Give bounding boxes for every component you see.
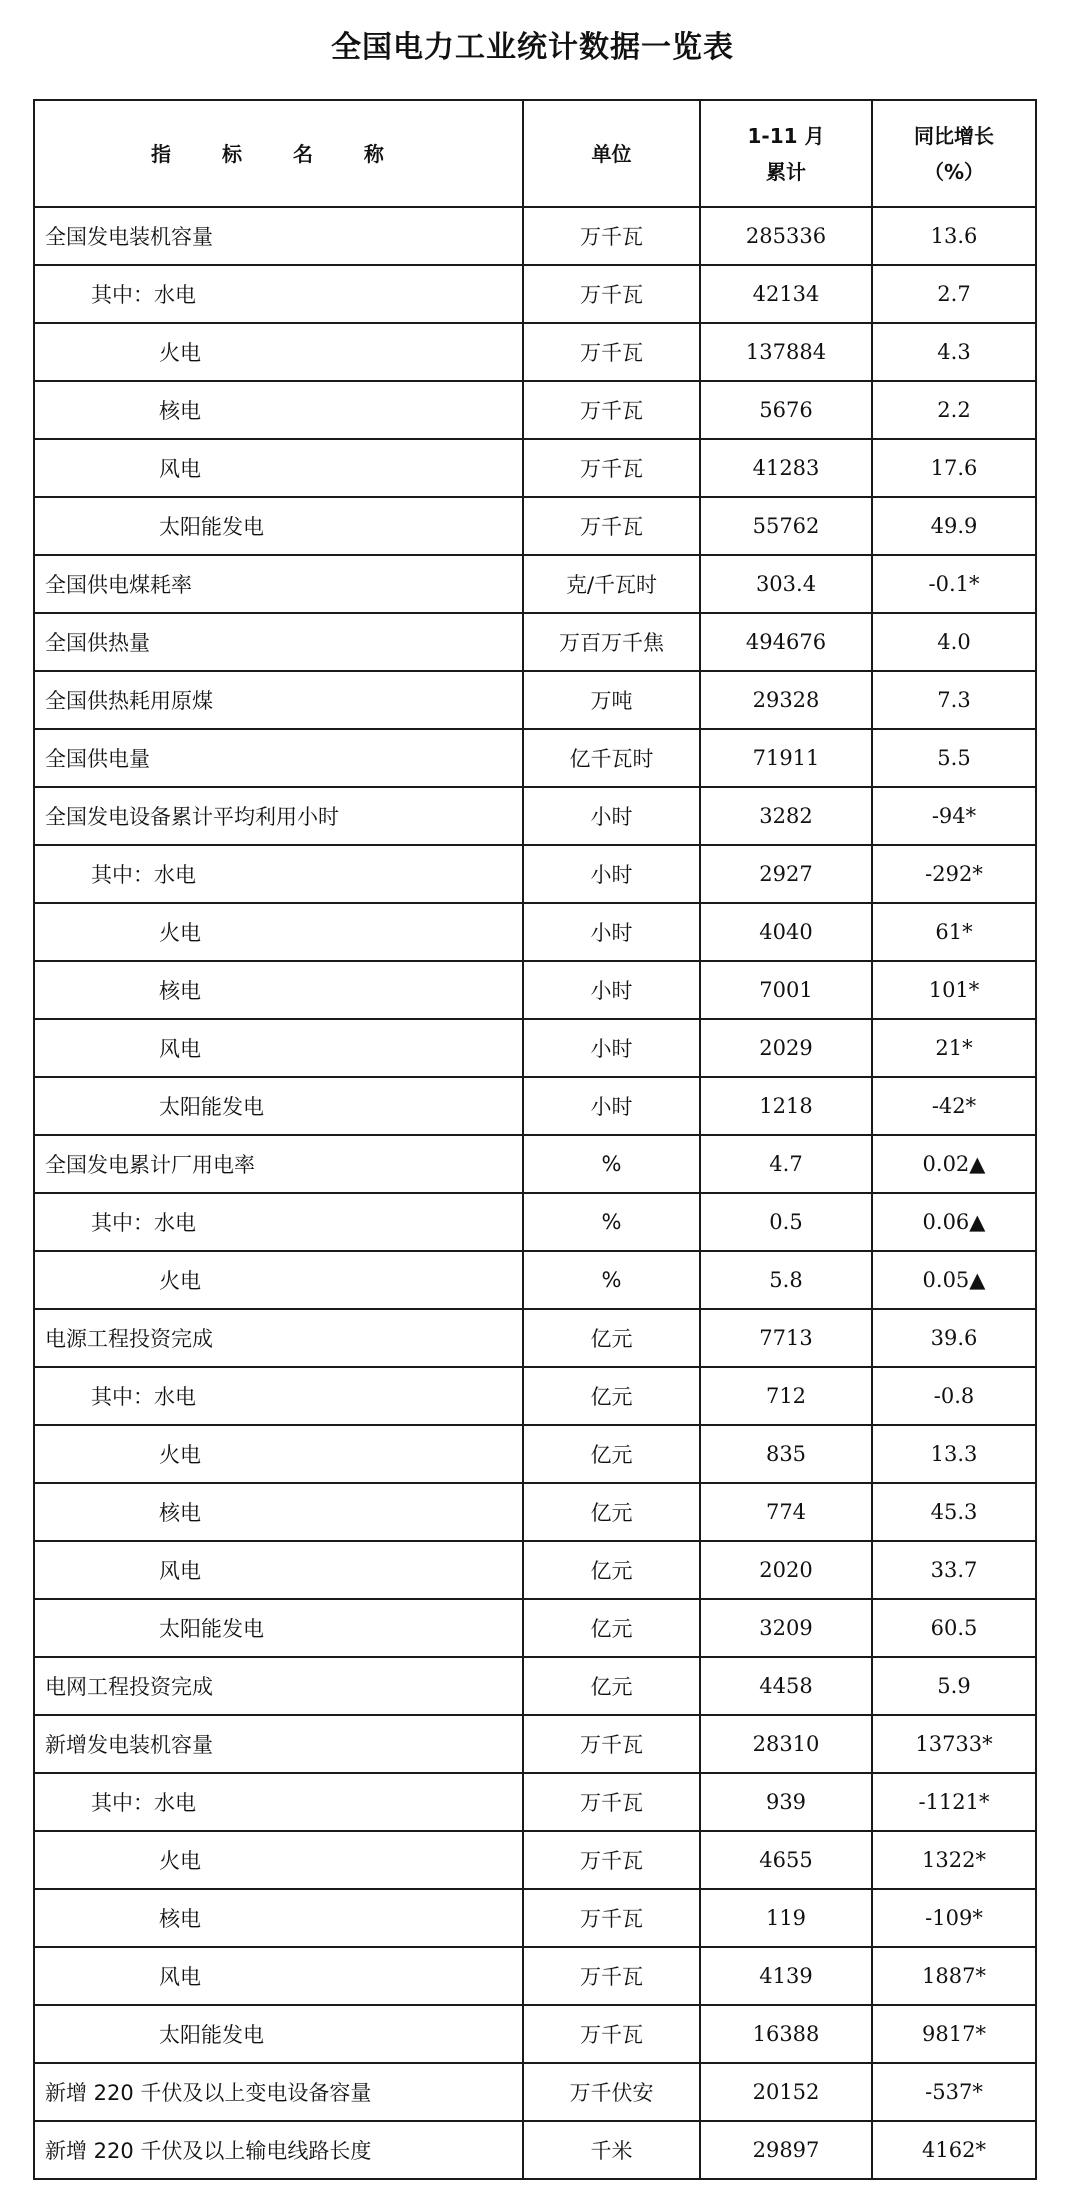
unit-cell: 小时 (523, 903, 700, 961)
indicator-name-cell: 太阳能发电 (34, 2005, 523, 2063)
yoy-growth-cell: 17.6 (872, 439, 1036, 497)
yoy-growth-cell: 45.3 (872, 1483, 1036, 1541)
table-row (34, 903, 1036, 961)
cumulative-value-cell: 71911 (700, 729, 872, 787)
table-row (34, 1599, 1036, 1657)
cumulative-value-cell: 41283 (700, 439, 872, 497)
yoy-growth-cell: 2.2 (872, 381, 1036, 439)
indicator-name-cell: 新增发电装机容量 (34, 1715, 523, 1773)
table-row (34, 729, 1036, 787)
unit-cell: 万吨 (523, 671, 700, 729)
table-row (34, 1251, 1036, 1309)
cumulative-value-cell: 4458 (700, 1657, 872, 1715)
yoy-growth-cell: -0.8 (872, 1367, 1036, 1425)
header-indicator-name-text: 指 标 名 称 (151, 141, 406, 166)
statistics-table (33, 99, 1037, 2180)
table-row (34, 2121, 1036, 2179)
yoy-growth-cell: -42* (872, 1077, 1036, 1135)
unit-cell: 万千瓦 (523, 1715, 700, 1773)
cumulative-value-cell: 5.8 (700, 1251, 872, 1309)
indicator-name-cell: 太阳能发电 (34, 497, 523, 555)
indicator-name-cell: 风电 (34, 439, 523, 497)
yoy-growth-cell: 39.6 (872, 1309, 1036, 1367)
indicator-name-cell: 风电 (34, 1541, 523, 1599)
table-row (34, 1657, 1036, 1715)
table-row (34, 961, 1036, 1019)
table-row (34, 265, 1036, 323)
page-title: 全国电力工业统计数据一览表 (331, 30, 734, 65)
indicator-name-cell: 全国发电累计厂用电率 (34, 1135, 523, 1193)
cumulative-value-cell: 119 (700, 1889, 872, 1947)
indicator-name-cell: 其中：水电 (34, 1193, 523, 1251)
cumulative-value-cell: 5676 (700, 381, 872, 439)
unit-cell: % (523, 1135, 700, 1193)
cumulative-value-cell: 4040 (700, 903, 872, 961)
cumulative-value-cell: 3209 (700, 1599, 872, 1657)
unit-cell: 万千瓦 (523, 497, 700, 555)
unit-cell: 亿元 (523, 1367, 700, 1425)
cumulative-value-cell: 29328 (700, 671, 872, 729)
unit-cell: 亿元 (523, 1309, 700, 1367)
unit-cell: 克/千瓦时 (523, 555, 700, 613)
yoy-growth-cell: 4.3 (872, 323, 1036, 381)
indicator-name-cell: 电网工程投资完成 (34, 1657, 523, 1715)
yoy-growth-cell: 60.5 (872, 1599, 1036, 1657)
unit-cell: 亿元 (523, 1483, 700, 1541)
table-row (34, 1425, 1036, 1483)
yoy-growth-cell: 1887* (872, 1947, 1036, 2005)
unit-cell: 万百万千焦 (523, 613, 700, 671)
unit-cell: 亿元 (523, 1425, 700, 1483)
cumulative-value-cell: 4139 (700, 1947, 872, 2005)
cumulative-value-cell: 774 (700, 1483, 872, 1541)
indicator-name-cell: 新增 220 千伏及以上变电设备容量 (34, 2063, 523, 2121)
table-row (34, 555, 1036, 613)
indicator-name-cell: 其中：水电 (34, 845, 523, 903)
unit-cell: 亿千瓦时 (523, 729, 700, 787)
yoy-growth-cell: 101* (872, 961, 1036, 1019)
cumulative-value-cell: 55762 (700, 497, 872, 555)
header-cumulative-line2: 累计 (766, 159, 806, 184)
unit-cell: 小时 (523, 961, 700, 1019)
cumulative-value-cell: 835 (700, 1425, 872, 1483)
yoy-growth-cell: 13.3 (872, 1425, 1036, 1483)
indicator-name-cell: 风电 (34, 1019, 523, 1077)
unit-cell: 万千瓦 (523, 207, 700, 265)
table-row (34, 323, 1036, 381)
table-body (34, 207, 1036, 2179)
table-row (34, 1947, 1036, 2005)
indicator-name-cell: 电源工程投资完成 (34, 1309, 523, 1367)
cumulative-value-cell: 494676 (700, 613, 872, 671)
yoy-growth-cell: 7.3 (872, 671, 1036, 729)
indicator-name-cell: 核电 (34, 961, 523, 1019)
yoy-growth-cell: 21* (872, 1019, 1036, 1077)
indicator-name-cell: 全国供热量 (34, 613, 523, 671)
yoy-growth-cell: -537* (872, 2063, 1036, 2121)
yoy-growth-cell: -0.1* (872, 555, 1036, 613)
cumulative-value-cell: 7001 (700, 961, 872, 1019)
indicator-name-cell: 核电 (34, 381, 523, 439)
table-row (34, 207, 1036, 265)
table-row (34, 671, 1036, 729)
indicator-name-cell: 核电 (34, 1889, 523, 1947)
cumulative-value-cell: 2020 (700, 1541, 872, 1599)
unit-cell: 万千瓦 (523, 2005, 700, 2063)
indicator-name-cell: 核电 (34, 1483, 523, 1541)
unit-cell: 万千瓦 (523, 1773, 700, 1831)
unit-cell: 千米 (523, 2121, 700, 2179)
cumulative-value-cell: 712 (700, 1367, 872, 1425)
unit-cell: % (523, 1251, 700, 1309)
unit-cell: 亿元 (523, 1599, 700, 1657)
cumulative-value-cell: 2029 (700, 1019, 872, 1077)
unit-cell: 万千瓦 (523, 1831, 700, 1889)
unit-cell: 万千瓦 (523, 439, 700, 497)
yoy-growth-cell: -292* (872, 845, 1036, 903)
table-row (34, 1541, 1036, 1599)
table-row (34, 1889, 1036, 1947)
indicator-name-cell: 其中：水电 (34, 265, 523, 323)
unit-cell: 万千瓦 (523, 265, 700, 323)
cumulative-value-cell: 29897 (700, 2121, 872, 2179)
header-unit: 单位 (523, 100, 700, 207)
cumulative-value-cell: 3282 (700, 787, 872, 845)
table-row (34, 1077, 1036, 1135)
cumulative-value-cell: 28310 (700, 1715, 872, 1773)
header-yoy (872, 100, 1036, 207)
table-row (34, 1309, 1036, 1367)
table-row (34, 1773, 1036, 1831)
table-row (34, 845, 1036, 903)
yoy-growth-cell: 5.5 (872, 729, 1036, 787)
yoy-growth-cell: 13.6 (872, 207, 1036, 265)
table-row (34, 1193, 1036, 1251)
header-yoy-line2: （%） (923, 159, 985, 184)
table-row (34, 439, 1036, 497)
yoy-growth-cell: 4.0 (872, 613, 1036, 671)
table-row (34, 2005, 1036, 2063)
yoy-growth-cell: 49.9 (872, 497, 1036, 555)
yoy-growth-cell: 13733* (872, 1715, 1036, 1773)
table-row (34, 787, 1036, 845)
indicator-name-cell: 火电 (34, 1251, 523, 1309)
indicator-name-cell: 全国供电量 (34, 729, 523, 787)
header-indicator-name (34, 100, 523, 207)
unit-cell: 万千瓦 (523, 323, 700, 381)
table-row (34, 1831, 1036, 1889)
indicator-name-cell: 风电 (34, 1947, 523, 2005)
cumulative-value-cell: 2927 (700, 845, 872, 903)
table-row (34, 381, 1036, 439)
indicator-name-cell: 新增 220 千伏及以上输电线路长度 (34, 2121, 523, 2179)
indicator-name-cell: 太阳能发电 (34, 1077, 523, 1135)
yoy-growth-cell: 33.7 (872, 1541, 1036, 1599)
header-row (34, 100, 1036, 207)
yoy-growth-cell: 9817* (872, 2005, 1036, 2063)
cumulative-value-cell: 137884 (700, 323, 872, 381)
cumulative-value-cell: 20152 (700, 2063, 872, 2121)
unit-cell: 小时 (523, 1019, 700, 1077)
unit-cell: 万千伏安 (523, 2063, 700, 2121)
table-row (34, 497, 1036, 555)
table-row (34, 2063, 1036, 2121)
cumulative-value-cell: 16388 (700, 2005, 872, 2063)
table-row (34, 1483, 1036, 1541)
table-row (34, 1135, 1036, 1193)
header-cumulative (700, 100, 872, 207)
yoy-growth-cell: -109* (872, 1889, 1036, 1947)
indicator-name-cell: 全国发电设备累计平均利用小时 (34, 787, 523, 845)
unit-cell: 万千瓦 (523, 1889, 700, 1947)
indicator-name-cell: 火电 (34, 323, 523, 381)
cumulative-value-cell: 303.4 (700, 555, 872, 613)
indicator-name-cell: 全国发电装机容量 (34, 207, 523, 265)
yoy-growth-cell: 4162* (872, 2121, 1036, 2179)
cumulative-value-cell: 4.7 (700, 1135, 872, 1193)
cumulative-value-cell: 1218 (700, 1077, 872, 1135)
table-row (34, 1715, 1036, 1773)
cumulative-value-cell: 4655 (700, 1831, 872, 1889)
cumulative-value-cell: 0.5 (700, 1193, 872, 1251)
indicator-name-cell: 火电 (34, 903, 523, 961)
unit-cell: % (523, 1193, 700, 1251)
cumulative-value-cell: 285336 (700, 207, 872, 265)
table-row (34, 1019, 1036, 1077)
indicator-name-cell: 火电 (34, 1831, 523, 1889)
indicator-name-cell: 全国供电煤耗率 (34, 555, 523, 613)
yoy-growth-cell: -94* (872, 787, 1036, 845)
unit-cell: 万千瓦 (523, 381, 700, 439)
yoy-growth-cell: 0.05▲ (872, 1251, 1036, 1309)
table-row (34, 613, 1036, 671)
indicator-name-cell: 其中：水电 (34, 1367, 523, 1425)
indicator-name-cell: 太阳能发电 (34, 1599, 523, 1657)
cumulative-value-cell: 7713 (700, 1309, 872, 1367)
table-row (34, 1367, 1036, 1425)
unit-cell: 小时 (523, 1077, 700, 1135)
unit-cell: 小时 (523, 787, 700, 845)
unit-cell: 亿元 (523, 1657, 700, 1715)
yoy-growth-cell: 61* (872, 903, 1036, 961)
header-cumulative-line1: 1-11 月 (747, 123, 825, 148)
indicator-name-cell: 全国供热耗用原煤 (34, 671, 523, 729)
yoy-growth-cell: 0.02▲ (872, 1135, 1036, 1193)
yoy-growth-cell: 0.06▲ (872, 1193, 1036, 1251)
yoy-growth-cell: 2.7 (872, 265, 1036, 323)
unit-cell: 小时 (523, 845, 700, 903)
yoy-growth-cell: -1121* (872, 1773, 1036, 1831)
cumulative-value-cell: 939 (700, 1773, 872, 1831)
yoy-growth-cell: 1322* (872, 1831, 1036, 1889)
indicator-name-cell: 其中：水电 (34, 1773, 523, 1831)
header-yoy-line1: 同比增长 (914, 123, 994, 148)
unit-cell: 亿元 (523, 1541, 700, 1599)
indicator-name-cell: 火电 (34, 1425, 523, 1483)
unit-cell: 万千瓦 (523, 1947, 700, 2005)
table-header (34, 100, 1036, 207)
cumulative-value-cell: 42134 (700, 265, 872, 323)
yoy-growth-cell: 5.9 (872, 1657, 1036, 1715)
